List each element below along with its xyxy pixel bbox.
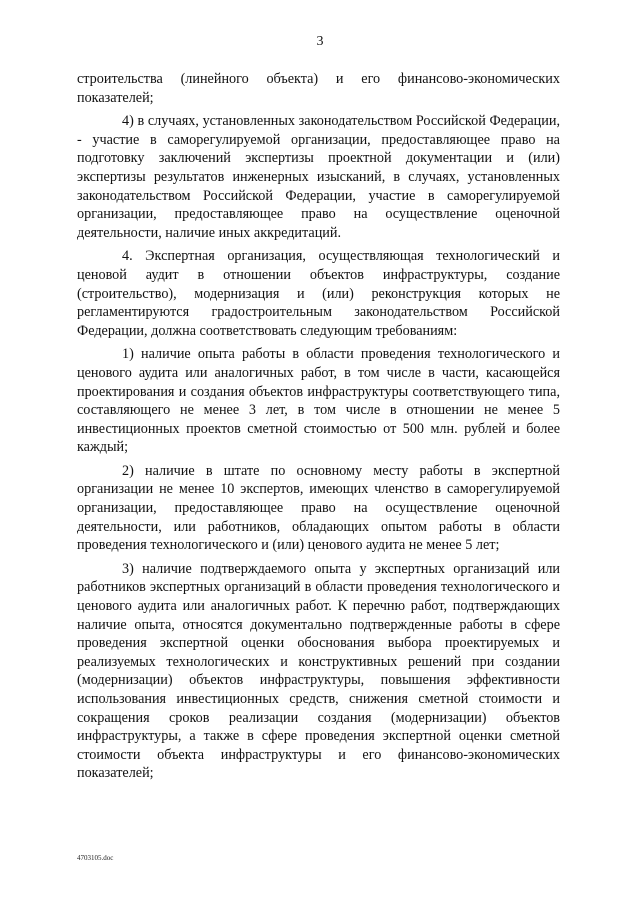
paragraph-continuation: строительства (линейного объекта) и его финансово-экономических показателей; [77, 71, 560, 106]
paragraph-requirement-2: 2) наличие в штате по основному месту работы в экспертной организации не менее 10 экспертов, имеющих членство в саморегулируемой организации, предоставляющее право на осуществление оценочной деятельности, или работников, обладающих опытом работы в области проведения технологического и (или) ценового аудита не менее 5 лет; [77, 462, 560, 554]
file-name-footer: 4703105.doc [77, 854, 114, 862]
paragraph-section-4: 4. Экспертная организация, осуществляющая технологический и ценовой аудит в отношении объектов инфраструктуры, создание (строительство), модернизация и (или) реконструкция которых не регламентируются градостроительным законодательством Российской Федерации, должна соответствовать следующим требованиям: [77, 248, 560, 339]
paragraph-requirement-3: 3) наличие подтверждаемого опыта у экспертных организаций или работников экспертных организаций в области проведения технологического и ценового аудита или аналогичных работ. К перечню работ, подтверждающих наличие опыта, относятся документально подтвержденные работы в сфере проведения экспертной оценки обоснования выбора проектируемых и реализуемых технологических и конструктивных решений при создании (модернизации) объектов инфраструктуры, повышения эффективности использования инвестиционных средств, снижения сметной стоимости и сокращения сроков реализации создания (модернизации) объектов инфраструктуры, а также в сфере проведения экспертной оценки сметной стоимости объекта инфраструктуры и его финансово-экономических показателей; [77, 560, 560, 782]
paragraph-item-4: 4) в случаях, установленных законодательством Российской Федерации, - участие в саморегулируемой организации, предоставляющее право на подготовку заключений экспертизы проектной документации и (или) экспертизы результатов инженерных изысканий, в случаях, установленных законодательством Российской Федерации, участие в саморегулируемой организации, предоставляющее право на осуществление оценочной деятельности, наличие иных аккредитаций. [77, 113, 560, 241]
paragraph-requirement-1: 1) наличие опыта работы в области проведения технологического и ценового аудита или аналогичных работ, в том числе в части, касающейся проектирования и создания объектов инфраструктуры соответствующего типа, составляющего не менее 3 лет, в том числе в отношении не менее 5 инвестиционных проектов сметной стоимостью от 500 млн. рублей и более каждый; [77, 346, 560, 456]
page-number: 3 [316, 34, 324, 49]
document-body [77, 70, 560, 783]
